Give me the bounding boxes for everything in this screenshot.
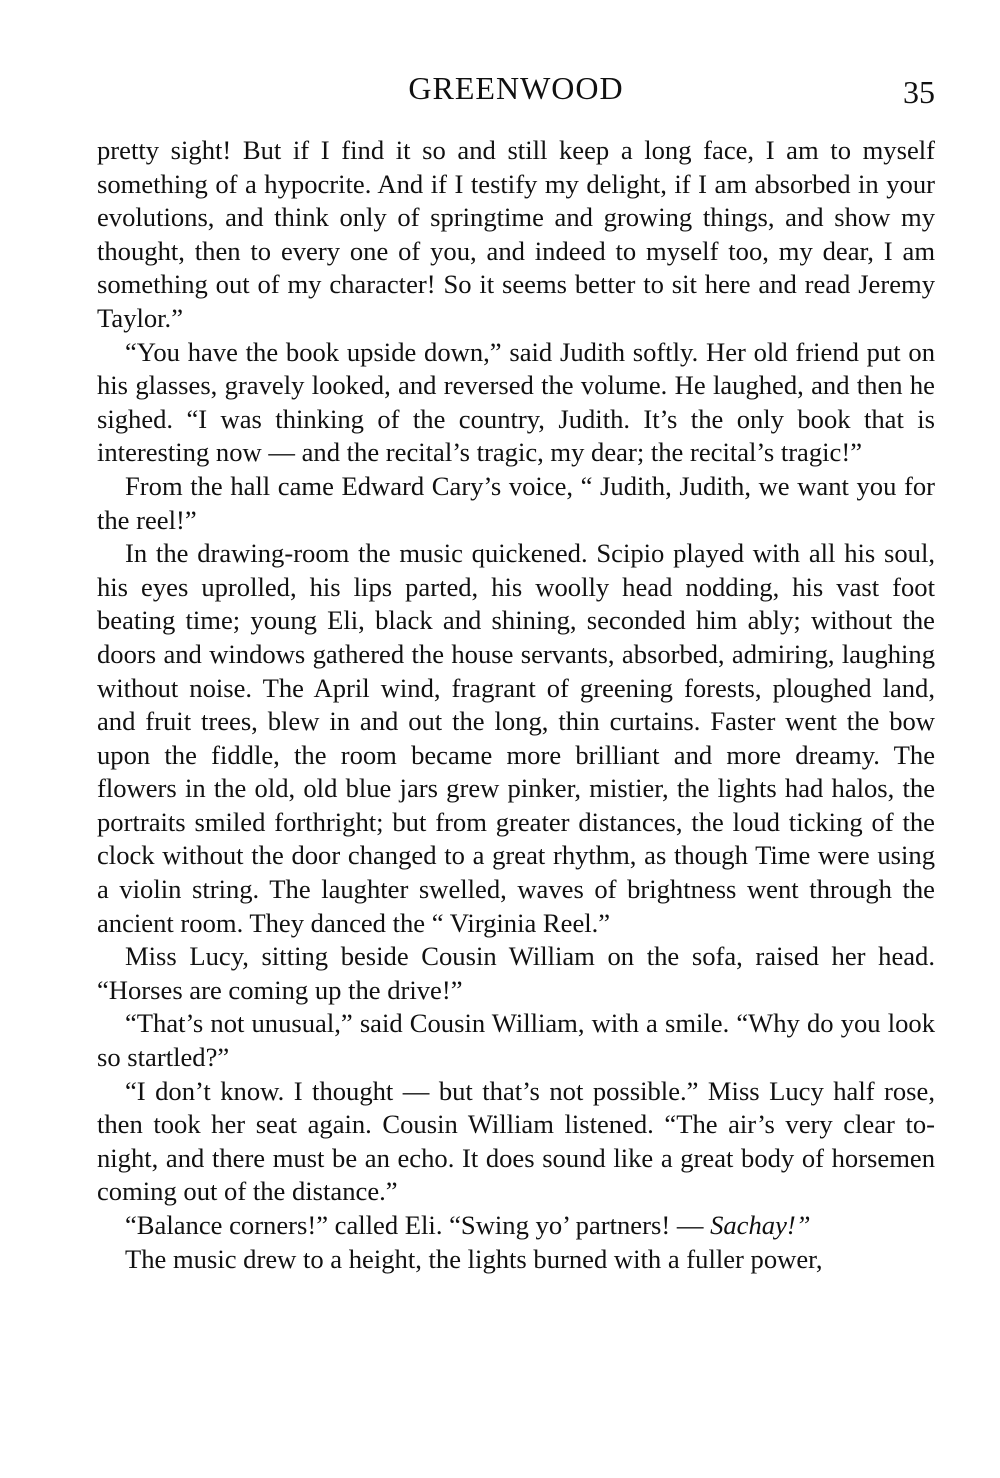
paragraph-text: From the hall came Edward Cary’s voice, “ Judith, Judith, we want you for the reel!” — [97, 470, 935, 535]
paragraph — [97, 940, 935, 1007]
paragraph — [97, 1007, 935, 1074]
paragraph-text: “That’s not unusual,” said Cousin William, with a smile. “Why do you look so startled?” — [97, 1008, 935, 1073]
paragraph — [97, 470, 935, 537]
paragraph-text: “Balance corners!” called Eli. “Swing yo’ partners! — — [125, 1210, 704, 1240]
book-page — [97, 62, 935, 1276]
paragraph — [97, 1243, 935, 1277]
body-text — [97, 134, 935, 1276]
paragraph — [97, 134, 935, 336]
paragraph-text: “I don’t know. I thought — but that’s not possible.” Miss Lucy half rose, then took her seat again. Cousin William listened. “The air’s very clear to-night, and there must be an echo. It does sound like a great body of horsemen coming out of the distance.” — [97, 1075, 935, 1207]
paragraph — [97, 1209, 935, 1243]
page-number: 35 — [903, 74, 935, 110]
page-header — [97, 62, 935, 134]
paragraph — [97, 1075, 935, 1209]
paragraph-text: pretty sight! But if I find it so and still keep a long face, I am to myself something of a hypocrite. And if I testify my delight, if I am absorbed in your evolutions, and think only of springtime and growing things, and show my thought, then to every one of you, and indeed to myself too, my dear, I am something out of my character! So it seems better to sit here and read Jeremy Taylor.” — [97, 135, 935, 333]
running-head: GREENWOOD — [408, 70, 624, 106]
paragraph-text: In the drawing-room the music quickened. Scipio played with all his soul, his eyes uprolled, his lips parted, his woolly head nodding, his vast foot beating time; young Eli, black and shining, seconded him ably; without the doors and windows gathered the house servants, absorbed, admiring, laughing without noise. The April wind, fragrant of greening forests, ploughed land, and fruit trees, blew in and out the long, thin curtains. Faster went the bow upon the fiddle, the room became more brilliant and more dreamy. The flowers in the old, old blue jars grew pinker, mistier, the lights had halos, the portraits smiled forthright; but from greater distances, the loud ticking of the clock without the door changed to a great rhythm, as though Time were using a violin string. The laughter swelled, waves of brightness went through the ancient room. They danced the “ Virginia Reel.” — [97, 538, 935, 938]
paragraph — [97, 537, 935, 940]
paragraph — [97, 336, 935, 470]
paragraph-text: “You have the book upside down,” said Judith softly. Her old friend put on his glasses, gravely looked, and reversed the volume. He laughed, and then he sighed. “I was thinking of the country, Judith. It’s the only book that is interesting now — and the recital’s tragic, my dear; the recital’s tragic!” — [97, 336, 935, 468]
paragraph-text: Miss Lucy, sitting beside Cousin William on the sofa, raised her head. “Horses are coming up the drive!” — [97, 941, 935, 1005]
paragraph-text: The music drew to a height, the lights burned with a fuller power, — [125, 1243, 823, 1274]
italic-text: Sachay!” — [710, 1210, 811, 1240]
